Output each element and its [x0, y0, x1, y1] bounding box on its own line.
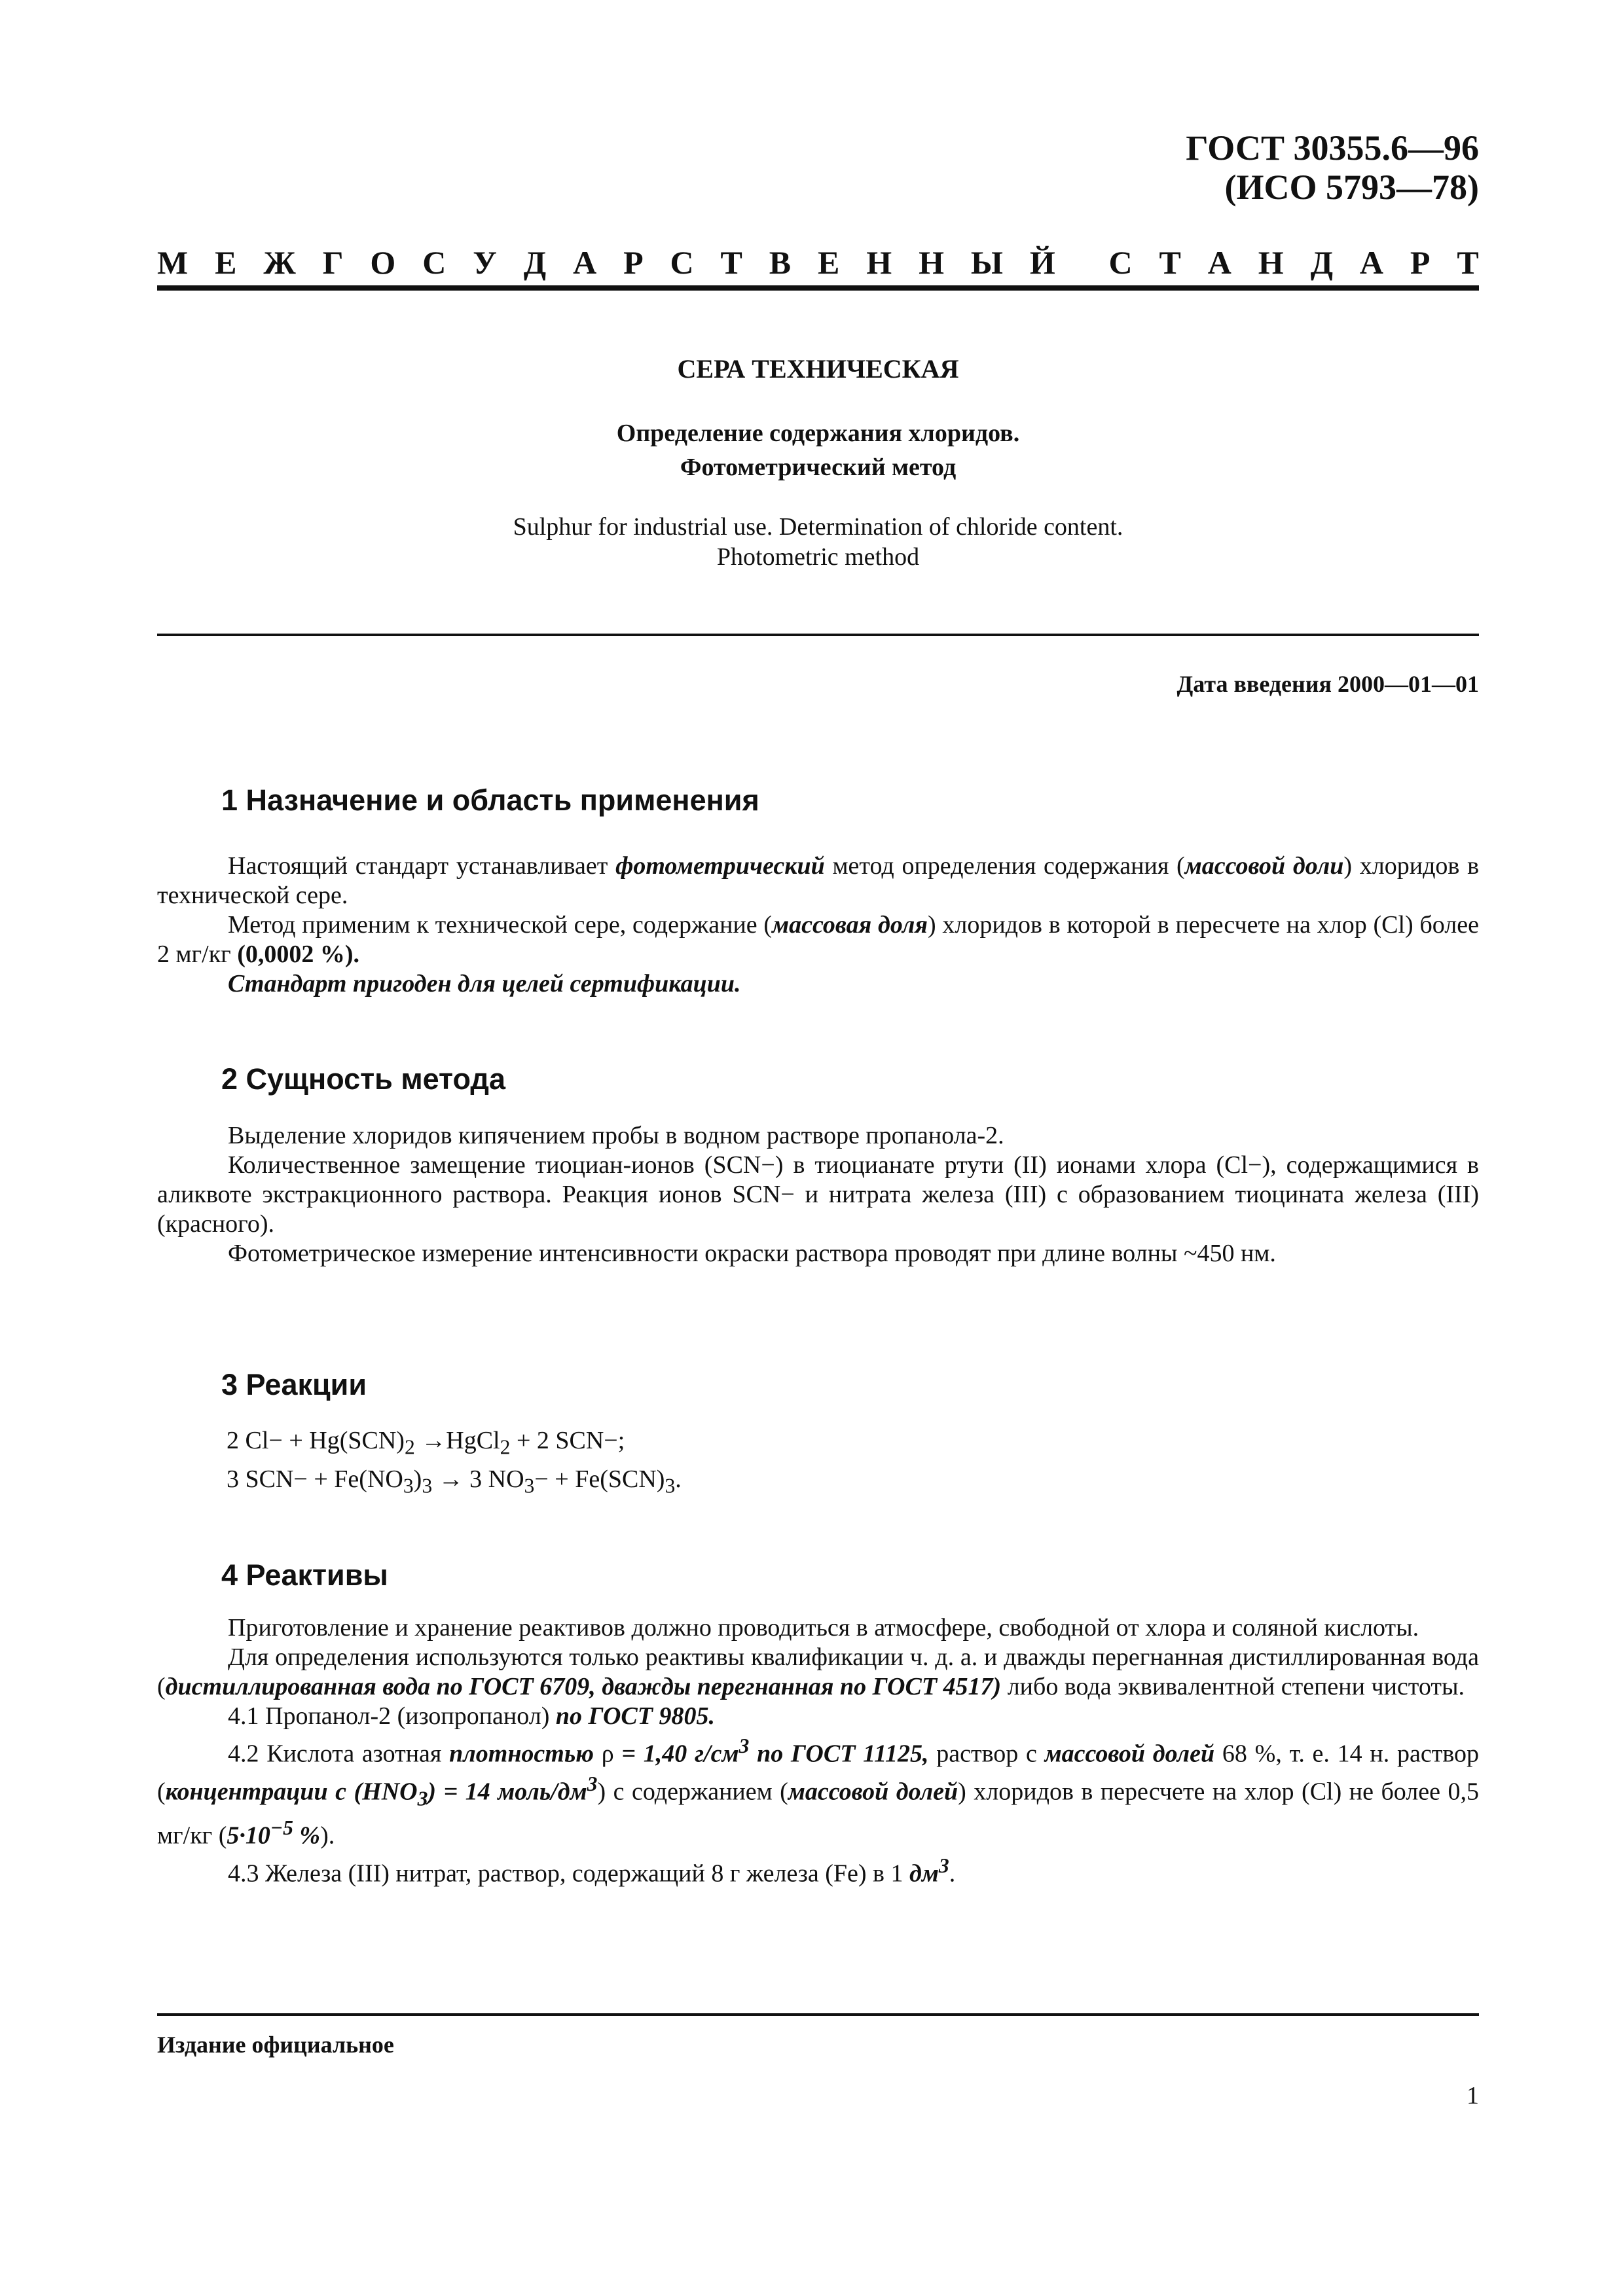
paragraph: Фотометрическое измерение интенсивности окраски раствора проводят при длине волны ~450 нм. [228, 1240, 1276, 1267]
introduction-date: Дата введения 2000—01—01 [1176, 671, 1479, 697]
reaction-2: 3 $SCN- + Fe(NO_3)_3 \to 3$ $NO_3- + Fe(SCN)_3$. [227, 1465, 682, 1498]
reaction-1: 2 $Cl- + Hg(SCN)_2$ →HgCl$_2$ + 2 SCN−; [227, 1427, 625, 1459]
banner-letter: О [370, 244, 396, 281]
banner-letter: С [670, 244, 694, 281]
banner-letter: Ы [970, 244, 1003, 281]
banner-letter: Т [1457, 244, 1479, 281]
banner-letter: А [1359, 244, 1383, 281]
banner-letter: Н [1258, 244, 1284, 281]
banner-letter: Й [1029, 244, 1055, 281]
paragraph: Настоящий стандарт устанавливает фотометрический метод определения содержания (массовой доли) хлоридов в технической сере. [157, 852, 1480, 909]
banner-letter: Р [1410, 244, 1431, 281]
section-4-body [157, 1613, 1479, 1888]
english-title-line: Sulphur for industrial use. Determination of chloride content. [513, 513, 1123, 541]
paragraph: Приготовление и хранение реактивов должно проводиться в атмосфере, свободной от хлора и соляной кислоты. [228, 1614, 1419, 1641]
section-2-heading: 2 Сущность метода [221, 1062, 505, 1096]
banner-letter: С [422, 244, 447, 281]
english-title-line: Photometric method [716, 543, 920, 571]
banner-letter: М [157, 244, 189, 281]
banner-letter: Е [215, 244, 237, 281]
footer-divider [157, 2013, 1479, 2016]
interstate-standard-banner [157, 243, 1479, 281]
section-1-heading: 1 Назначение и область применения [221, 783, 759, 817]
title-divider [157, 634, 1479, 636]
paragraph: Количественное замещение тиоциан-ионов (SCN−) в тиоцианате ртути (II) ионами хлора (Cl−), содержащимися в аликвоте экстракционного раствора. Реакция ионов SCN− и нитрата железа (III) с образованием тиоцината железа (III) (красного). [157, 1151, 1479, 1238]
document-code [1186, 128, 1479, 207]
section-4-heading: 4 Реактивы [221, 1558, 388, 1592]
banner-letter: Н [919, 244, 944, 281]
iso-number: (ИСО 5793—78) [1224, 168, 1479, 207]
paragraph: Метод применим к технической сере, содержание (массовая доля) хлоридов в которой в пересчете на хлор (Cl) более 2 мг/кг (0,0002 %). [157, 911, 1480, 968]
paragraph: Для определения используются только реактивы квалификации ч. д. а. и дважды перегнанная дистиллированная вода (дистиллированная вода по ГОСТ 6709, дважды перегнанная по ГОСТ 4517) либо вода эквивалентной степени чистоты. [157, 1643, 1479, 1700]
banner-letter: Д [1310, 244, 1333, 281]
banner-letter: С [1108, 244, 1133, 281]
header-divider [157, 285, 1479, 291]
section-2-body [157, 1121, 1479, 1268]
document-subtitle [157, 416, 1479, 484]
item-4-1: 4.1 Пропанол-2 (изопропанол) по ГОСТ 9805. [228, 1702, 715, 1730]
edition-note: Издание официальное [157, 2032, 394, 2058]
banner-letter: Р [623, 244, 644, 281]
paragraph: Стандарт пригоден для целей сертификации. [228, 970, 741, 997]
banner-letter: Д [523, 244, 547, 281]
banner-letter: А [573, 244, 597, 281]
item-4-2: 4.2 Кислота азотная плотностью ρ = 1,40 $г/см^3$ по ГОСТ 11125, раствор с массовой долей 68 %, т. е. 14 н. раствор (концентрации с $(HNO_3) = 14$ моль/$дм^3$) с содержанием (массовой долей) хлоридов в пересчете на хлор (Cl) не более 0,5 мг/кг ($5\cdot 10^{-5}$ %). [157, 1734, 1480, 1850]
banner-letter: Т [720, 244, 742, 281]
standard-number: ГОСТ 30355.6—96 [1186, 128, 1479, 168]
paragraph: Выделение хлоридов кипячением пробы в водном растворе пропанола-2. [228, 1122, 1004, 1149]
banner-letter: В [769, 244, 792, 281]
banner-letter: У [473, 244, 497, 281]
banner-letter: Т [1159, 244, 1181, 281]
subtitle-line: Фотометрический метод [680, 454, 957, 481]
banner-letter: А [1207, 244, 1231, 281]
banner-letter: Н [866, 244, 892, 281]
document-title: СЕРА ТЕХНИЧЕСКАЯ [677, 354, 959, 384]
banner-letter: Е [818, 244, 840, 281]
section-1-body [157, 852, 1479, 999]
subtitle-line: Определение содержания хлоридов. [616, 420, 1020, 447]
page-number: 1 [1467, 2082, 1479, 2109]
reaction-equations [227, 1425, 682, 1501]
item-4-3: 4.3 Железа (III) нитрат, раствор, содержащий 8 г железа (Fe) в 1 $дм^3$. [228, 1854, 956, 1888]
english-title [157, 512, 1479, 572]
section-3-heading: 3 Реакции [221, 1368, 367, 1401]
banner-letter: Г [322, 244, 344, 281]
banner-letter: Ж [263, 244, 296, 281]
